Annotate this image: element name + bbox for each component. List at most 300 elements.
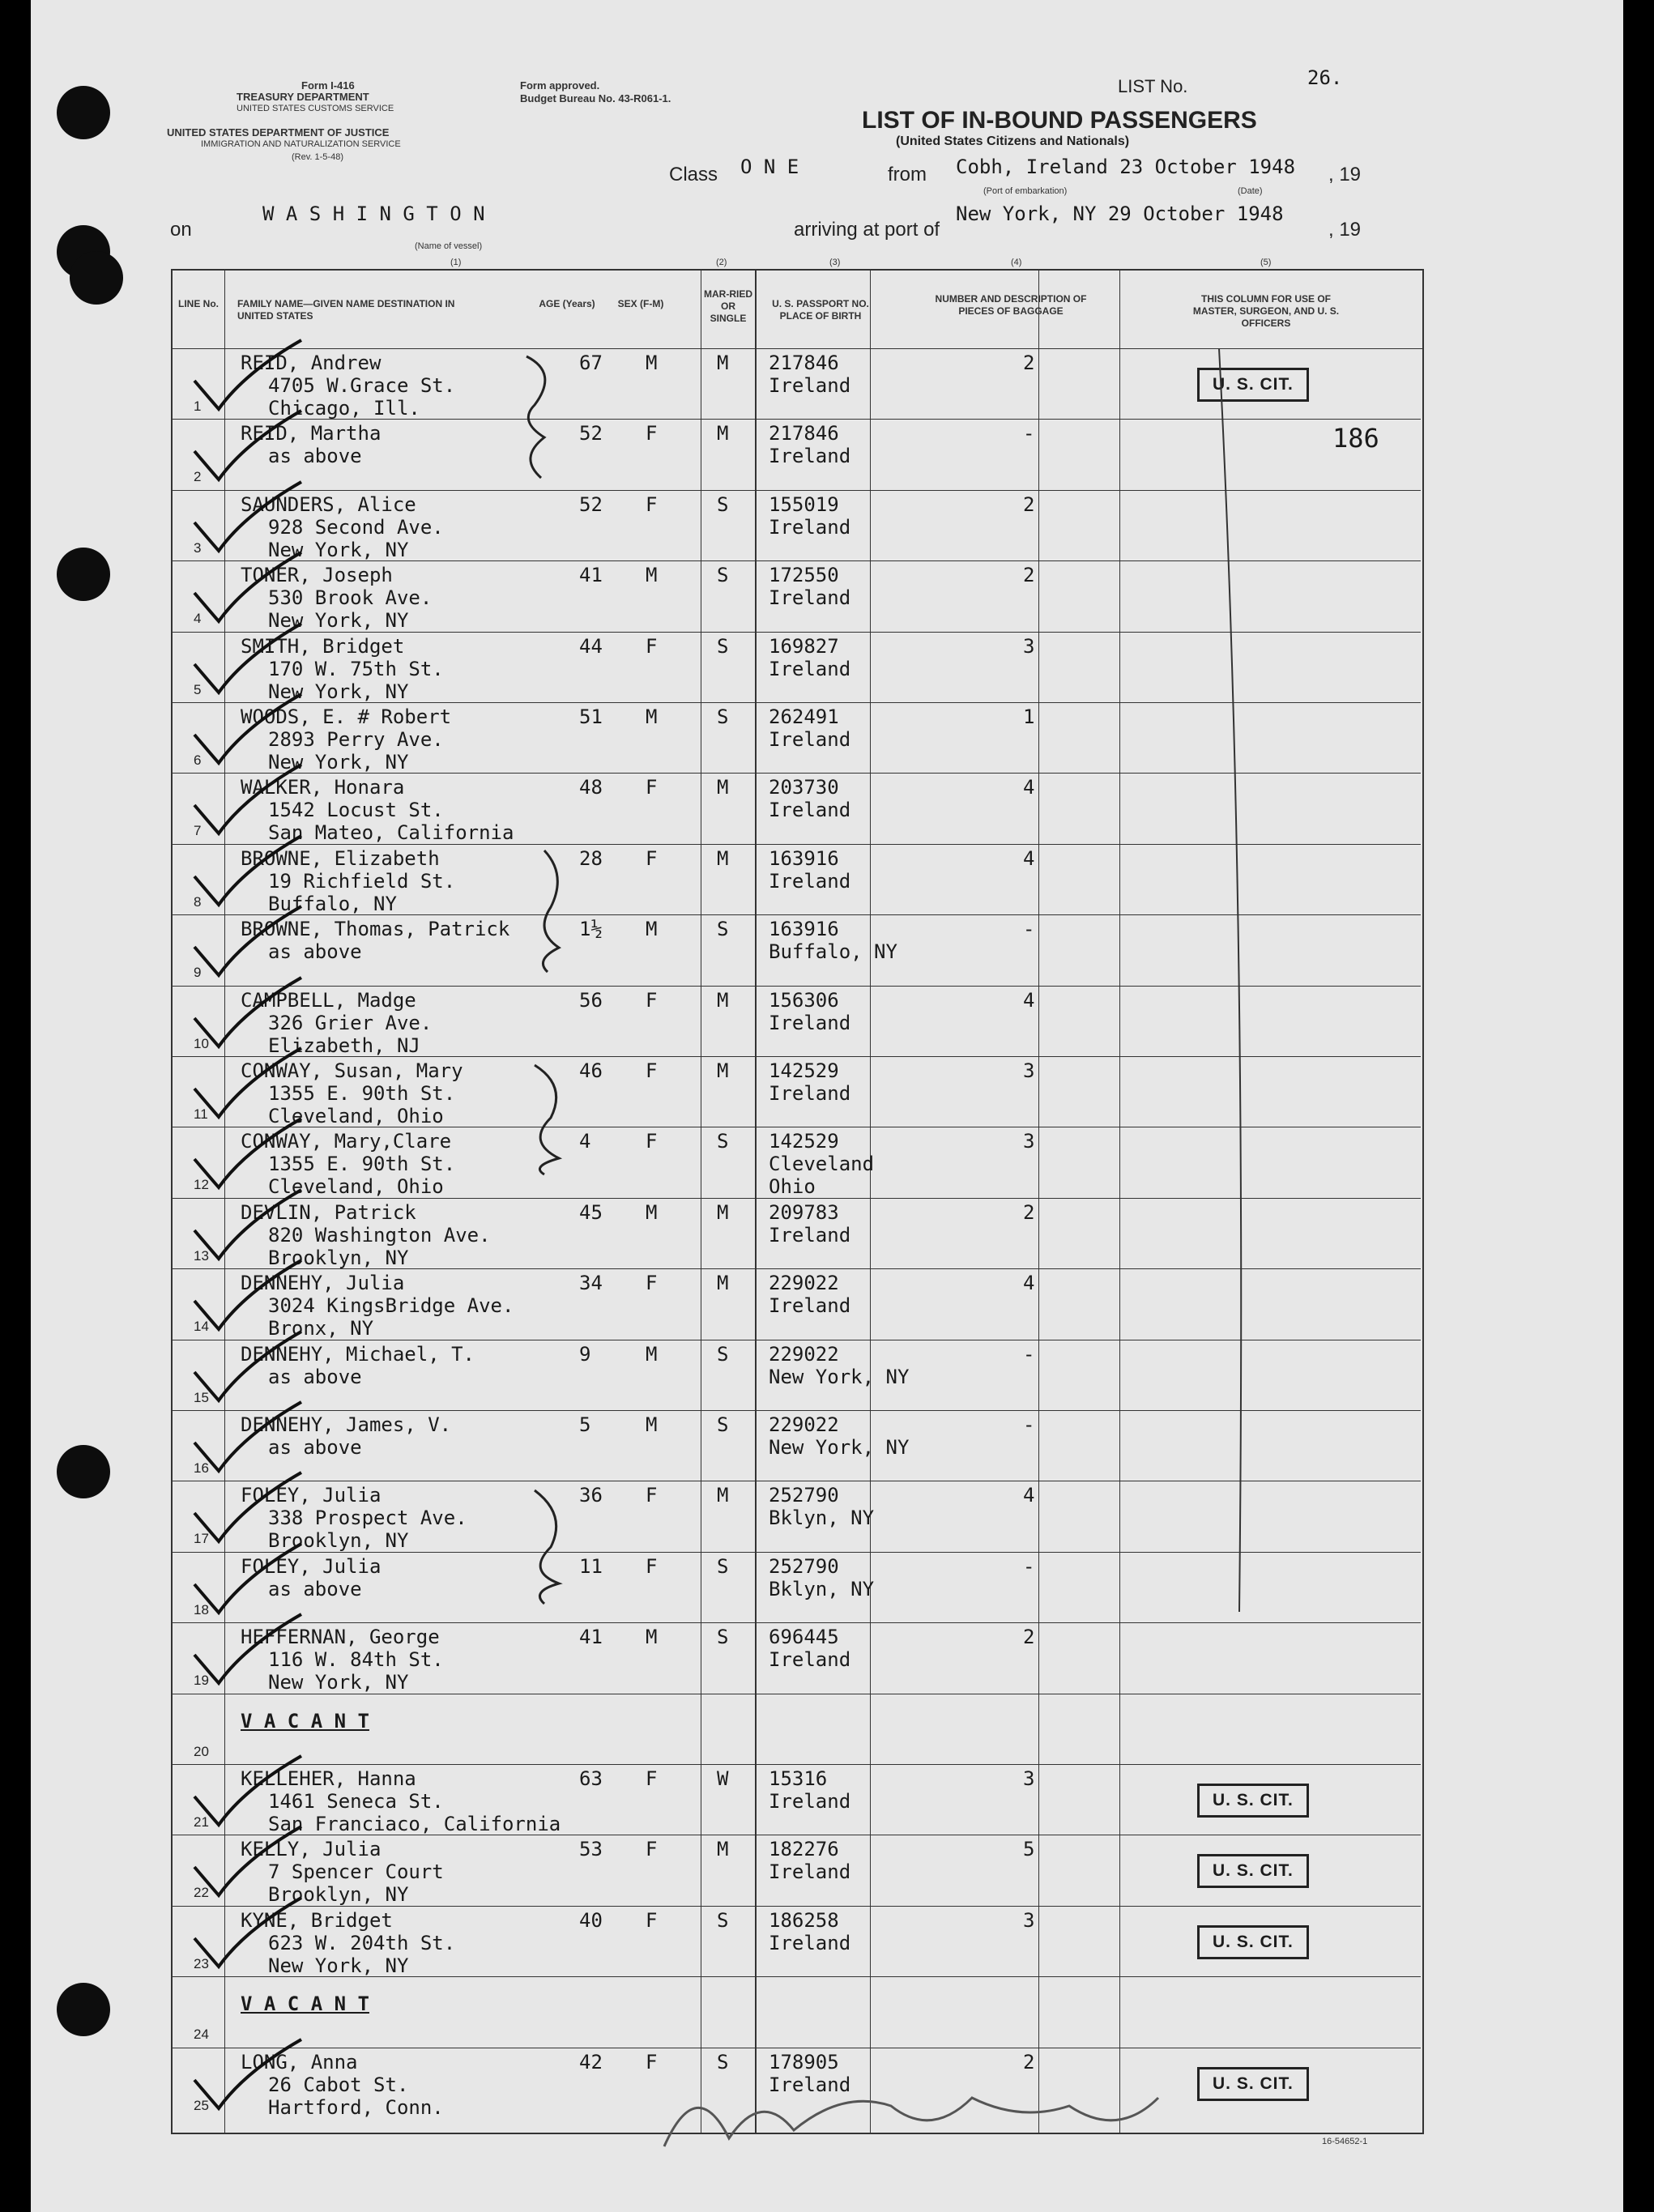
address-line-2: Bronx, NY <box>268 1317 374 1340</box>
marital-status: S <box>717 1908 729 1932</box>
line-number: 8 <box>194 893 202 910</box>
customs-service: UNITED STATES CUSTOMS SERVICE <box>237 104 394 113</box>
baggage-count: - <box>1023 1413 1035 1436</box>
header-sex: SEX (F-M) <box>617 298 664 309</box>
line-number: 5 <box>194 681 202 697</box>
sex: F <box>646 1554 658 1578</box>
passport-number: 217846 <box>769 352 839 374</box>
passport-number: 172550 <box>769 564 839 587</box>
marital-status: M <box>717 422 729 445</box>
marital-status: S <box>717 1130 729 1153</box>
place-of-birth: Ireland <box>769 1082 851 1105</box>
address-line-1: 7 Spencer Court <box>268 1860 444 1884</box>
line-number: 11 <box>194 1106 208 1122</box>
header-officers: THIS COLUMN FOR USE OF MASTER, SURGEON, AND U. S. OFFICERS <box>1192 293 1340 329</box>
place-of-birth: Ireland <box>769 445 851 468</box>
address-line-1: 1355 E. 90th St. <box>268 1082 456 1105</box>
marital-status: S <box>717 1626 729 1649</box>
table-row <box>171 1056 1421 1127</box>
line-number: 7 <box>194 823 202 839</box>
place-of-birth: Bklyn, NY <box>769 1577 875 1600</box>
baggage-count: 2 <box>1023 352 1035 374</box>
revision: (Rev. 1-5-48) <box>292 152 343 162</box>
sex: M <box>646 1200 658 1224</box>
table-row <box>171 914 1421 985</box>
age: 51 <box>579 705 603 728</box>
ins-service: IMMIGRATION AND NATURALIZATION SERVICE <box>201 139 401 149</box>
sex: F <box>646 1484 658 1507</box>
address-line-1: 2893 Perry Ave. <box>268 728 444 751</box>
us-citizen-stamp: U. S. CIT. <box>1197 1784 1309 1818</box>
sex: F <box>646 634 658 658</box>
line-number: 22 <box>194 1885 209 1901</box>
line-number: 25 <box>194 2097 209 2113</box>
treasury-dept: TREASURY DEPARTMENT <box>237 91 369 103</box>
baggage-count: 5 <box>1023 1838 1035 1861</box>
line-number: 10 <box>194 1035 209 1051</box>
table-row <box>171 986 1421 1056</box>
baggage-count: - <box>1023 1342 1035 1366</box>
address-line-1: 26 Cabot St. <box>268 2073 409 2096</box>
address-line-1: as above <box>268 1436 362 1459</box>
sex: F <box>646 776 658 799</box>
us-citizen-stamp: U. S. CIT. <box>1197 368 1309 402</box>
sex: F <box>646 1130 658 1153</box>
age: 53 <box>579 1838 603 1861</box>
header-age: AGE (Years) <box>539 298 595 309</box>
us-citizen-stamp: U. S. CIT. <box>1197 1925 1309 1959</box>
header-name: FAMILY NAME—GIVEN NAME DESTINATION IN UNITED STATES <box>237 298 455 322</box>
binder-hole <box>57 548 110 601</box>
sex: M <box>646 918 658 941</box>
place-of-birth: Ireland <box>769 1648 851 1672</box>
passport-number: 142529 <box>769 1059 839 1082</box>
place-of-birth: Ireland <box>769 1223 851 1247</box>
marital-status: S <box>717 1413 729 1436</box>
age: 52 <box>579 492 603 516</box>
baggage-count: 2 <box>1023 492 1035 516</box>
passport-number: 229022 <box>769 1342 839 1366</box>
table-row <box>171 1268 1421 1339</box>
address-line-1: 530 Brook Ave. <box>268 586 433 610</box>
class-label: Class <box>669 164 718 185</box>
header-married: MAR-RIED OR SINGLE <box>704 288 752 324</box>
passport-number: 217846 <box>769 422 839 445</box>
place-of-birth: Ireland <box>769 1011 851 1034</box>
place-of-birth: Ireland <box>769 1790 851 1813</box>
age: 5 <box>579 1413 591 1436</box>
address-line-2: New York, NY <box>268 609 409 633</box>
passenger-name: FOLEY, Julia <box>241 1554 382 1578</box>
list-no-value: 26. <box>1307 66 1343 89</box>
passenger-name: CONWAY, Susan, Mary <box>241 1059 463 1082</box>
address-line-1: 116 W. 84th St. <box>268 1648 444 1672</box>
form-approved: Form approved. <box>520 79 600 92</box>
passenger-name: REID, Andrew <box>241 352 382 374</box>
binder-hole <box>57 86 110 139</box>
address-line-2: Chicago, Ill. <box>268 397 420 420</box>
address-line-2: San Mateo, California <box>268 821 514 845</box>
col-num-5: (5) <box>1260 258 1272 267</box>
header-passport: U. S. PASSPORT NO. PLACE OF BIRTH <box>772 298 869 322</box>
address-line-2: Buffalo, NY <box>268 892 397 915</box>
address-line-1: 1542 Locust St. <box>268 799 444 822</box>
table-row <box>171 773 1421 843</box>
age: 41 <box>579 564 603 587</box>
sex: F <box>646 2050 658 2073</box>
address-line-2: Brooklyn, NY <box>268 1883 409 1907</box>
line-number: 21 <box>194 1814 209 1830</box>
address-line-2: Cleveland, Ohio <box>268 1175 444 1199</box>
marital-status: S <box>717 918 729 941</box>
sex: M <box>646 564 658 587</box>
place-of-birth: Ireland <box>769 1931 851 1954</box>
table-row <box>171 1622 1421 1693</box>
col-num-4: (4) <box>1011 258 1022 267</box>
passport-number: 163916 <box>769 918 839 941</box>
document-subtitle: (United States Citizens and Nationals) <box>896 134 1130 148</box>
passenger-name: DENNEHY, Julia <box>241 1272 405 1295</box>
sex: M <box>646 1413 658 1436</box>
place-of-birth: Ireland <box>769 869 851 893</box>
baggage-count: 4 <box>1023 988 1035 1012</box>
passport-number: 178905 <box>769 2050 839 2073</box>
budget-bureau: Budget Bureau No. 43-R061-1. <box>520 92 671 104</box>
checkmark-icon <box>180 1606 318 1695</box>
line-number: 20 <box>194 1743 209 1759</box>
age: 4 <box>579 1130 591 1153</box>
marital-status: M <box>717 846 729 870</box>
address-line-1: 623 W. 204th St. <box>268 1931 456 1954</box>
address-line-2: Brooklyn, NY <box>268 1246 409 1269</box>
place-of-birth: Ireland <box>769 586 851 610</box>
baggage-count: - <box>1023 422 1035 445</box>
passport-number: 252790 <box>769 1484 839 1507</box>
passport-number: 186258 <box>769 1908 839 1932</box>
passenger-name: WOODS, E. # Robert <box>241 705 452 728</box>
binder-hole <box>70 251 123 305</box>
line-number: 16 <box>194 1460 209 1476</box>
place-of-birth: Cleveland <box>769 1153 875 1176</box>
age: 41 <box>579 1626 603 1649</box>
sex: F <box>646 1272 658 1295</box>
sex: F <box>646 1838 658 1861</box>
baggage-count: 2 <box>1023 2050 1035 2073</box>
address-line-2: San Franciaco, California <box>268 1813 561 1835</box>
embarkation-value: Cobh, Ireland 23 October 1948 <box>956 156 1296 178</box>
age: 34 <box>579 1272 603 1295</box>
address-line-2: New York, NY <box>268 1671 409 1694</box>
table-row <box>171 1127 1421 1197</box>
table-row <box>171 1552 1421 1622</box>
place-of-birth: Ireland <box>769 1294 851 1318</box>
arrival-value: New York, NY 29 October 1948 <box>956 202 1284 225</box>
vessel-caption: (Name of vessel) <box>415 241 483 251</box>
sex: M <box>646 1626 658 1649</box>
marital-status: S <box>717 2050 729 2073</box>
address-line-2: Hartford, Conn. <box>268 2095 444 2119</box>
age: 56 <box>579 988 603 1012</box>
age: 48 <box>579 776 603 799</box>
marital-status: M <box>717 1200 729 1224</box>
place-of-birth: Ireland <box>769 1860 851 1884</box>
passport-number: 15316 <box>769 1767 828 1790</box>
passport-number: 229022 <box>769 1413 839 1436</box>
passenger-name: DENNEHY, James, V. <box>241 1413 452 1436</box>
sex: M <box>646 705 658 728</box>
passenger-name: REID, Martha <box>241 422 382 445</box>
marital-status: S <box>717 492 729 516</box>
passenger-name: SAUNDERS, Alice <box>241 492 416 516</box>
place-of-birth: Bklyn, NY <box>769 1507 875 1530</box>
sex: F <box>646 1059 658 1082</box>
line-number: 4 <box>194 611 202 627</box>
address-line-1: 338 Prospect Ave. <box>268 1507 467 1530</box>
baggage-count: 2 <box>1023 564 1035 587</box>
address-line-1: as above <box>268 1577 362 1600</box>
passenger-name: KELLY, Julia <box>241 1838 382 1861</box>
passport-number: 142529 <box>769 1130 839 1153</box>
checkmark-icon <box>180 1890 318 1979</box>
table-row <box>171 1694 1421 1764</box>
line-number: 1 <box>194 399 202 414</box>
passport-number: 163916 <box>769 846 839 870</box>
marital-status: M <box>717 988 729 1012</box>
age: 67 <box>579 352 603 374</box>
address-line-2: New York, NY <box>268 680 409 703</box>
col-num-1: (1) <box>450 258 462 267</box>
passport-number: 262491 <box>769 705 839 728</box>
passport-number: 209783 <box>769 1200 839 1224</box>
passenger-name: WALKER, Honara <box>241 776 405 799</box>
sex: F <box>646 492 658 516</box>
line-number: 9 <box>194 965 202 981</box>
header-baggage: NUMBER AND DESCRIPTION OF PIECES OF BAGGAGE <box>935 293 1087 317</box>
baggage-count: - <box>1023 918 1035 941</box>
passport-number: 169827 <box>769 634 839 658</box>
footer-code: 16-54652-1 <box>1322 2137 1368 2146</box>
line-number: 13 <box>194 1247 209 1264</box>
address-line-2: New York, NY <box>268 751 409 774</box>
passenger-name: CAMPBELL, Madge <box>241 988 416 1012</box>
address-line-1: 1461 Seneca St. <box>268 1790 444 1813</box>
year-suffix-1: , 19 <box>1328 164 1362 185</box>
baggage-count: 3 <box>1023 1767 1035 1790</box>
sex: F <box>646 1908 658 1932</box>
address-line-1: as above <box>268 940 362 964</box>
age: 11 <box>579 1554 603 1578</box>
passenger-name: V A C A N T <box>241 1993 369 2016</box>
form-number: Form I-416 <box>301 79 355 92</box>
baggage-count: 3 <box>1023 1059 1035 1082</box>
baggage-count: - <box>1023 1554 1035 1578</box>
sex: M <box>646 1342 658 1366</box>
table-row <box>171 419 1421 489</box>
age: 52 <box>579 422 603 445</box>
sex: F <box>646 422 658 445</box>
place-of-birth: Ireland <box>769 728 851 751</box>
line-number: 2 <box>194 469 202 485</box>
place-of-birth: Buffalo, NY <box>769 940 897 964</box>
table-row <box>171 1976 1421 2047</box>
age: 1½ <box>579 918 603 941</box>
passenger-name: KELLEHER, Hanna <box>241 1767 416 1790</box>
passenger-name: SMITH, Bridget <box>241 634 405 658</box>
passenger-name: DEVLIN, Patrick <box>241 1200 416 1224</box>
line-number: 14 <box>194 1319 209 1335</box>
baggage-count: 2 <box>1023 1200 1035 1224</box>
baggage-count: 3 <box>1023 1130 1035 1153</box>
marital-status: S <box>717 564 729 587</box>
line-number: 19 <box>194 1673 209 1689</box>
address-line-1: 3024 KingsBridge Ave. <box>268 1294 514 1318</box>
address-line-1: 4705 W.Grace St. <box>268 374 456 397</box>
address-line-1: 928 Second Ave. <box>268 515 444 539</box>
marital-status: S <box>717 634 729 658</box>
table-row <box>171 1198 1421 1268</box>
baggage-count: 4 <box>1023 1484 1035 1507</box>
baggage-count: 4 <box>1023 1272 1035 1295</box>
marital-status: W <box>717 1767 729 1790</box>
document-title: LIST OF IN-BOUND PASSENGERS <box>862 107 1257 134</box>
table-row <box>171 632 1421 702</box>
table-row <box>171 702 1421 773</box>
arriving-label: arriving at port of <box>794 219 940 241</box>
age: 9 <box>579 1342 591 1366</box>
passport-number: 252790 <box>769 1554 839 1578</box>
marital-status: M <box>717 352 729 374</box>
year-suffix-2: , 19 <box>1328 219 1362 241</box>
passenger-name: V A C A N T <box>241 1709 369 1733</box>
passenger-name: BROWNE, Thomas, Patrick <box>241 918 510 941</box>
on-label: on <box>170 219 192 241</box>
address-line-1: 820 Washington Ave. <box>268 1223 491 1247</box>
us-citizen-stamp: U. S. CIT. <box>1197 2067 1309 2101</box>
place-of-birth: Ireland <box>769 799 851 822</box>
table-row <box>171 560 1421 631</box>
passport-number: 155019 <box>769 492 839 516</box>
passenger-name: BROWNE, Elizabeth <box>241 846 440 870</box>
place-of-birth: New York, NY <box>769 1365 910 1388</box>
baggage-count: 4 <box>1023 776 1035 799</box>
age: 63 <box>579 1767 603 1790</box>
col-num-3: (3) <box>829 258 841 267</box>
address-line-1: 170 W. 75th St. <box>268 657 444 680</box>
address-line-2: New York, NY <box>268 1954 409 1977</box>
from-label: from <box>888 164 927 185</box>
sex: M <box>646 352 658 374</box>
passenger-name: CONWAY, Mary,Clare <box>241 1130 452 1153</box>
vessel-name: W A S H I N G T O N <box>262 202 485 225</box>
sex: F <box>646 846 658 870</box>
baggage-count: 2 <box>1023 1626 1035 1649</box>
us-citizen-stamp: U. S. CIT. <box>1197 1854 1309 1888</box>
sex: F <box>646 1767 658 1790</box>
table-row <box>171 844 1421 914</box>
header-line-no: LINE No. <box>178 298 219 309</box>
place-of-birth: Ireland <box>769 374 851 397</box>
marital-status: M <box>717 776 729 799</box>
port-embark-caption: (Port of embarkation) <box>983 186 1068 196</box>
age: 45 <box>579 1200 603 1224</box>
place-of-birth-2: Ohio <box>769 1175 816 1199</box>
line-number: 18 <box>194 1601 209 1617</box>
baggage-count: 4 <box>1023 846 1035 870</box>
passenger-name: DENNEHY, Michael, T. <box>241 1342 475 1366</box>
passport-number: 156306 <box>769 988 839 1012</box>
place-of-birth: Ireland <box>769 657 851 680</box>
table-row <box>171 1481 1421 1551</box>
place-of-birth: Ireland <box>769 2073 851 2096</box>
passenger-name: HEFFERNAN, George <box>241 1626 440 1649</box>
passport-number: 229022 <box>769 1272 839 1295</box>
address-line-2: New York, NY <box>268 538 409 561</box>
address-line-1: 1355 E. 90th St. <box>268 1153 456 1176</box>
passenger-name: LONG, Anna <box>241 2050 358 2073</box>
class-value: O N E <box>740 156 799 178</box>
address-line-1: 19 Richfield St. <box>268 869 456 893</box>
passport-number: 696445 <box>769 1626 839 1649</box>
baggage-count: 1 <box>1023 705 1035 728</box>
passport-number: 182276 <box>769 1838 839 1861</box>
date-caption: (Date) <box>1238 186 1263 196</box>
address-line-1: as above <box>268 1365 362 1388</box>
marital-status: M <box>717 1838 729 1861</box>
address-line-2: Cleveland, Ohio <box>268 1105 444 1127</box>
age: 36 <box>579 1484 603 1507</box>
table-row <box>171 490 1421 560</box>
line-number: 12 <box>194 1177 209 1193</box>
passenger-name: FOLEY, Julia <box>241 1484 382 1507</box>
table-row <box>171 1340 1421 1410</box>
table-row <box>171 1410 1421 1481</box>
line-number: 6 <box>194 752 202 768</box>
passenger-name: TONER, Joseph <box>241 564 393 587</box>
passport-number: 203730 <box>769 776 839 799</box>
line-number: 17 <box>194 1531 209 1547</box>
line-number: 15 <box>194 1389 209 1405</box>
checkmark-icon <box>180 2031 318 2120</box>
place-of-birth: Ireland <box>769 515 851 539</box>
list-no-label: LIST No. <box>1118 76 1188 96</box>
binder-hole <box>57 1983 110 2036</box>
place-of-birth: New York, NY <box>769 1436 910 1459</box>
justice-dept: UNITED STATES DEPARTMENT OF JUSTICE <box>167 126 390 139</box>
line-number: 23 <box>194 1955 209 1971</box>
baggage-count: 3 <box>1023 1908 1035 1932</box>
side-number: 186 <box>1332 423 1379 454</box>
col-num-2: (2) <box>716 258 727 267</box>
passenger-name: KYNE, Bridget <box>241 1908 393 1932</box>
marital-status: S <box>717 1342 729 1366</box>
address-line-2: Elizabeth, NJ <box>268 1034 420 1057</box>
marital-status: M <box>717 1059 729 1082</box>
marital-status: M <box>717 1272 729 1295</box>
marital-status: M <box>717 1484 729 1507</box>
marital-status: S <box>717 705 729 728</box>
age: 42 <box>579 2050 603 2073</box>
address-line-1: as above <box>268 445 362 468</box>
age: 40 <box>579 1908 603 1932</box>
sex: F <box>646 988 658 1012</box>
address-line-1: 326 Grier Ave. <box>268 1011 433 1034</box>
line-number: 3 <box>194 539 202 556</box>
address-line-2: Brooklyn, NY <box>268 1529 409 1553</box>
age: 44 <box>579 634 603 658</box>
binder-hole <box>57 1445 110 1498</box>
age: 28 <box>579 846 603 870</box>
line-number: 24 <box>194 2027 209 2043</box>
